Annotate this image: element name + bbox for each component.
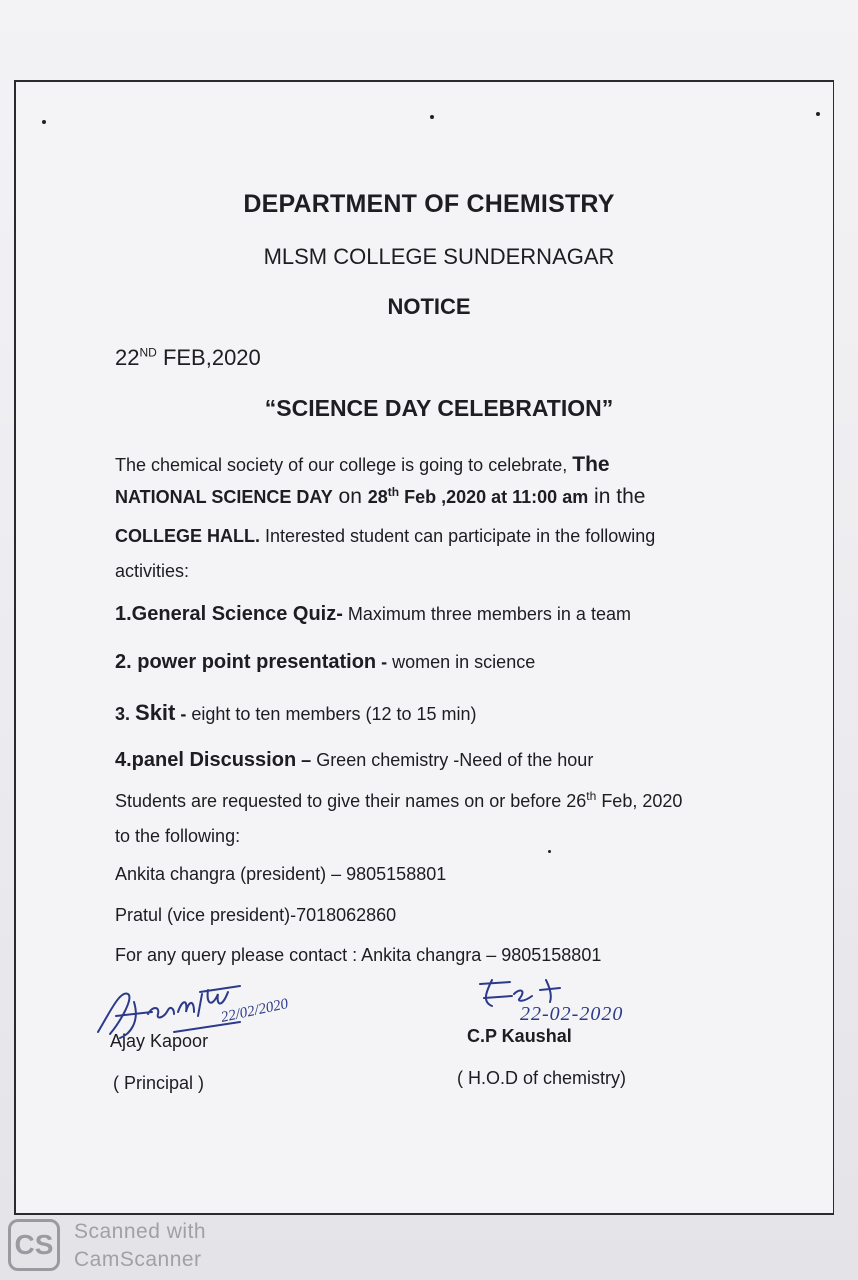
- hod-name: C.P Kaushal: [467, 1026, 572, 1046]
- intro-line-3: COLLEGE HALL. Interested student can participate in the following: [115, 526, 656, 546]
- svg-text:22/02/2020: 22/02/2020: [219, 996, 290, 1026]
- intro-line-1: The chemical society of our college is going to celebrate, The: [115, 453, 610, 476]
- speck: [430, 115, 434, 119]
- contact-president: Ankita changra (president) – 9805158801: [115, 864, 447, 884]
- intro-line-2: NATIONAL SCIENCE DAY on 28th Feb ,2020 at 11:00 am in the: [115, 485, 646, 508]
- speck: [816, 112, 820, 116]
- event-title: “SCIENCE DAY CELEBRATION”: [264, 395, 614, 421]
- college-name: MLSM COLLEGE SUNDERNAGAR: [263, 244, 615, 269]
- activity-item: 3. Skit - eight to ten members (12 to 15 min): [115, 700, 477, 725]
- notice-label: NOTICE: [387, 294, 471, 319]
- hod-signature-icon: [462, 972, 702, 1032]
- activity-item: 1.General Science Quiz- Maximum three members in a team: [115, 603, 631, 625]
- intro-line-4: activities:: [115, 561, 190, 581]
- svg-text:22-02-2020: 22-02-2020: [520, 1003, 624, 1025]
- hod-role: ( H.O.D of chemistry): [457, 1068, 627, 1088]
- camscanner-logo-icon: CS: [8, 1219, 60, 1271]
- speck: [42, 120, 46, 124]
- principal-role: ( Principal ): [113, 1073, 205, 1093]
- speck: [548, 850, 551, 853]
- names-instruction-line-2: to the following:: [115, 826, 241, 846]
- contact-vice-president: Pratul (vice president)-7018062860: [115, 905, 397, 925]
- principal-name: Ajay Kapoor: [110, 1031, 209, 1051]
- watermark-line-1: Scanned with: [74, 1220, 207, 1243]
- activity-item: 2. power point presentation - women in science: [115, 651, 536, 673]
- names-instruction-line-1: Students are requested to give their names on or before 26th Feb, 2020: [115, 789, 683, 811]
- activity-item: 4.panel Discussion – Green chemistry -Need of the hour: [115, 749, 594, 771]
- department-heading: DEPARTMENT OF CHEMISTRY: [243, 190, 615, 218]
- notice-date: 22ND FEB,2020: [115, 345, 261, 370]
- watermark-line-2: CamScanner: [74, 1248, 202, 1271]
- query-contact: For any query please contact : Ankita changra – 9805158801: [115, 945, 602, 965]
